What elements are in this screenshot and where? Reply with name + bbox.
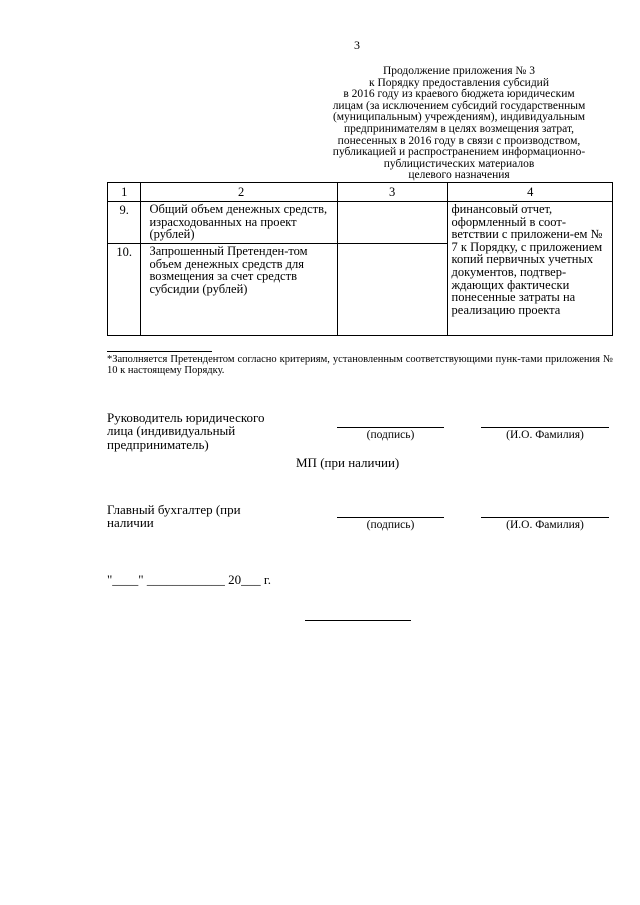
head-signature-line — [337, 427, 444, 428]
head-name-line — [481, 427, 609, 428]
head-label — [107, 411, 317, 451]
appendix-header-line: к Порядку предоставления субсидий — [369, 76, 549, 89]
column-header: 3 — [337, 183, 447, 202]
appendix-header-line: (муниципальным) учреждениям), индивидуальным — [332, 111, 586, 124]
appendix-header-line: лицам (за исключением субсидий государственным — [332, 99, 586, 112]
accountant-label — [107, 503, 317, 530]
footnote-rule — [107, 351, 212, 352]
stamp-label: МП (при наличии) — [296, 455, 400, 470]
appendix-header-line: предпринимателям в целях возмещения затрат, — [343, 122, 574, 135]
footnote: *Заполняется Претендентом согласно критериям, установленным соответствующими пунк-тами приложения № 10 к настоящему Порядку. — [107, 354, 613, 376]
appendix-header-line: Продолжение приложения № 3 — [382, 65, 536, 77]
appendix-header-line: публикацией и распространением информационно- — [332, 146, 586, 159]
table-header-row — [108, 183, 613, 202]
accountant-signature-caption: (подпись) — [366, 519, 415, 531]
accountant-name-line — [481, 517, 609, 518]
appendix-header-line: понесенных в 2016 году в связи с производством, — [337, 134, 581, 147]
date-line: "____" ____________ 20___ г. — [107, 572, 271, 587]
column-header: 2 — [141, 183, 337, 202]
criteria-table — [107, 182, 613, 336]
bottom-rule — [305, 620, 411, 621]
row-number: 9. — [108, 202, 141, 244]
appendix-header — [300, 66, 618, 182]
row-number: 10. — [108, 244, 141, 336]
column-header: 1 — [108, 183, 141, 202]
accountant-name-caption: (И.О. Фамилия) — [506, 519, 584, 531]
head-name-caption: (И.О. Фамилия) — [506, 429, 584, 441]
row-value — [337, 244, 447, 336]
head-label-line: предприниматель) — [107, 436, 209, 452]
head-label-line: лица (индивидуальный — [107, 423, 236, 439]
column-header: 4 — [447, 183, 612, 202]
accountant-label-line: наличии — [107, 515, 154, 531]
table-row — [108, 202, 613, 244]
row-criterion: Общий объем денежных средств, израсходованных на проект (рублей) — [141, 202, 337, 244]
row-criterion: Запрошенный Претенден-том объем денежных средств для возмещения за счет средств субсидии (рублей) — [141, 244, 337, 336]
head-signature-caption: (подпись) — [366, 429, 415, 441]
accountant-signature-line — [337, 517, 444, 518]
appendix-header-line: в 2016 году из краевого бюджета юридическим — [343, 88, 575, 101]
page-number: 3 — [354, 38, 360, 52]
appendix-header-line: публицистических материалов — [383, 157, 535, 170]
head-label-line: Руководитель юридического — [107, 410, 265, 425]
accountant-label-line: Главный бухгалтер (при — [107, 502, 241, 517]
row-value — [337, 202, 447, 244]
appendix-header-line: целевого назначения — [408, 169, 510, 182]
row-documents: финансовый отчет, оформленный в соот-ветствии с приложени-ем № 7 к Порядку, с приложением копий первичных учетных документов, подтвер-ждающих фактически понесенные затраты на реализацию проекта — [447, 202, 612, 336]
